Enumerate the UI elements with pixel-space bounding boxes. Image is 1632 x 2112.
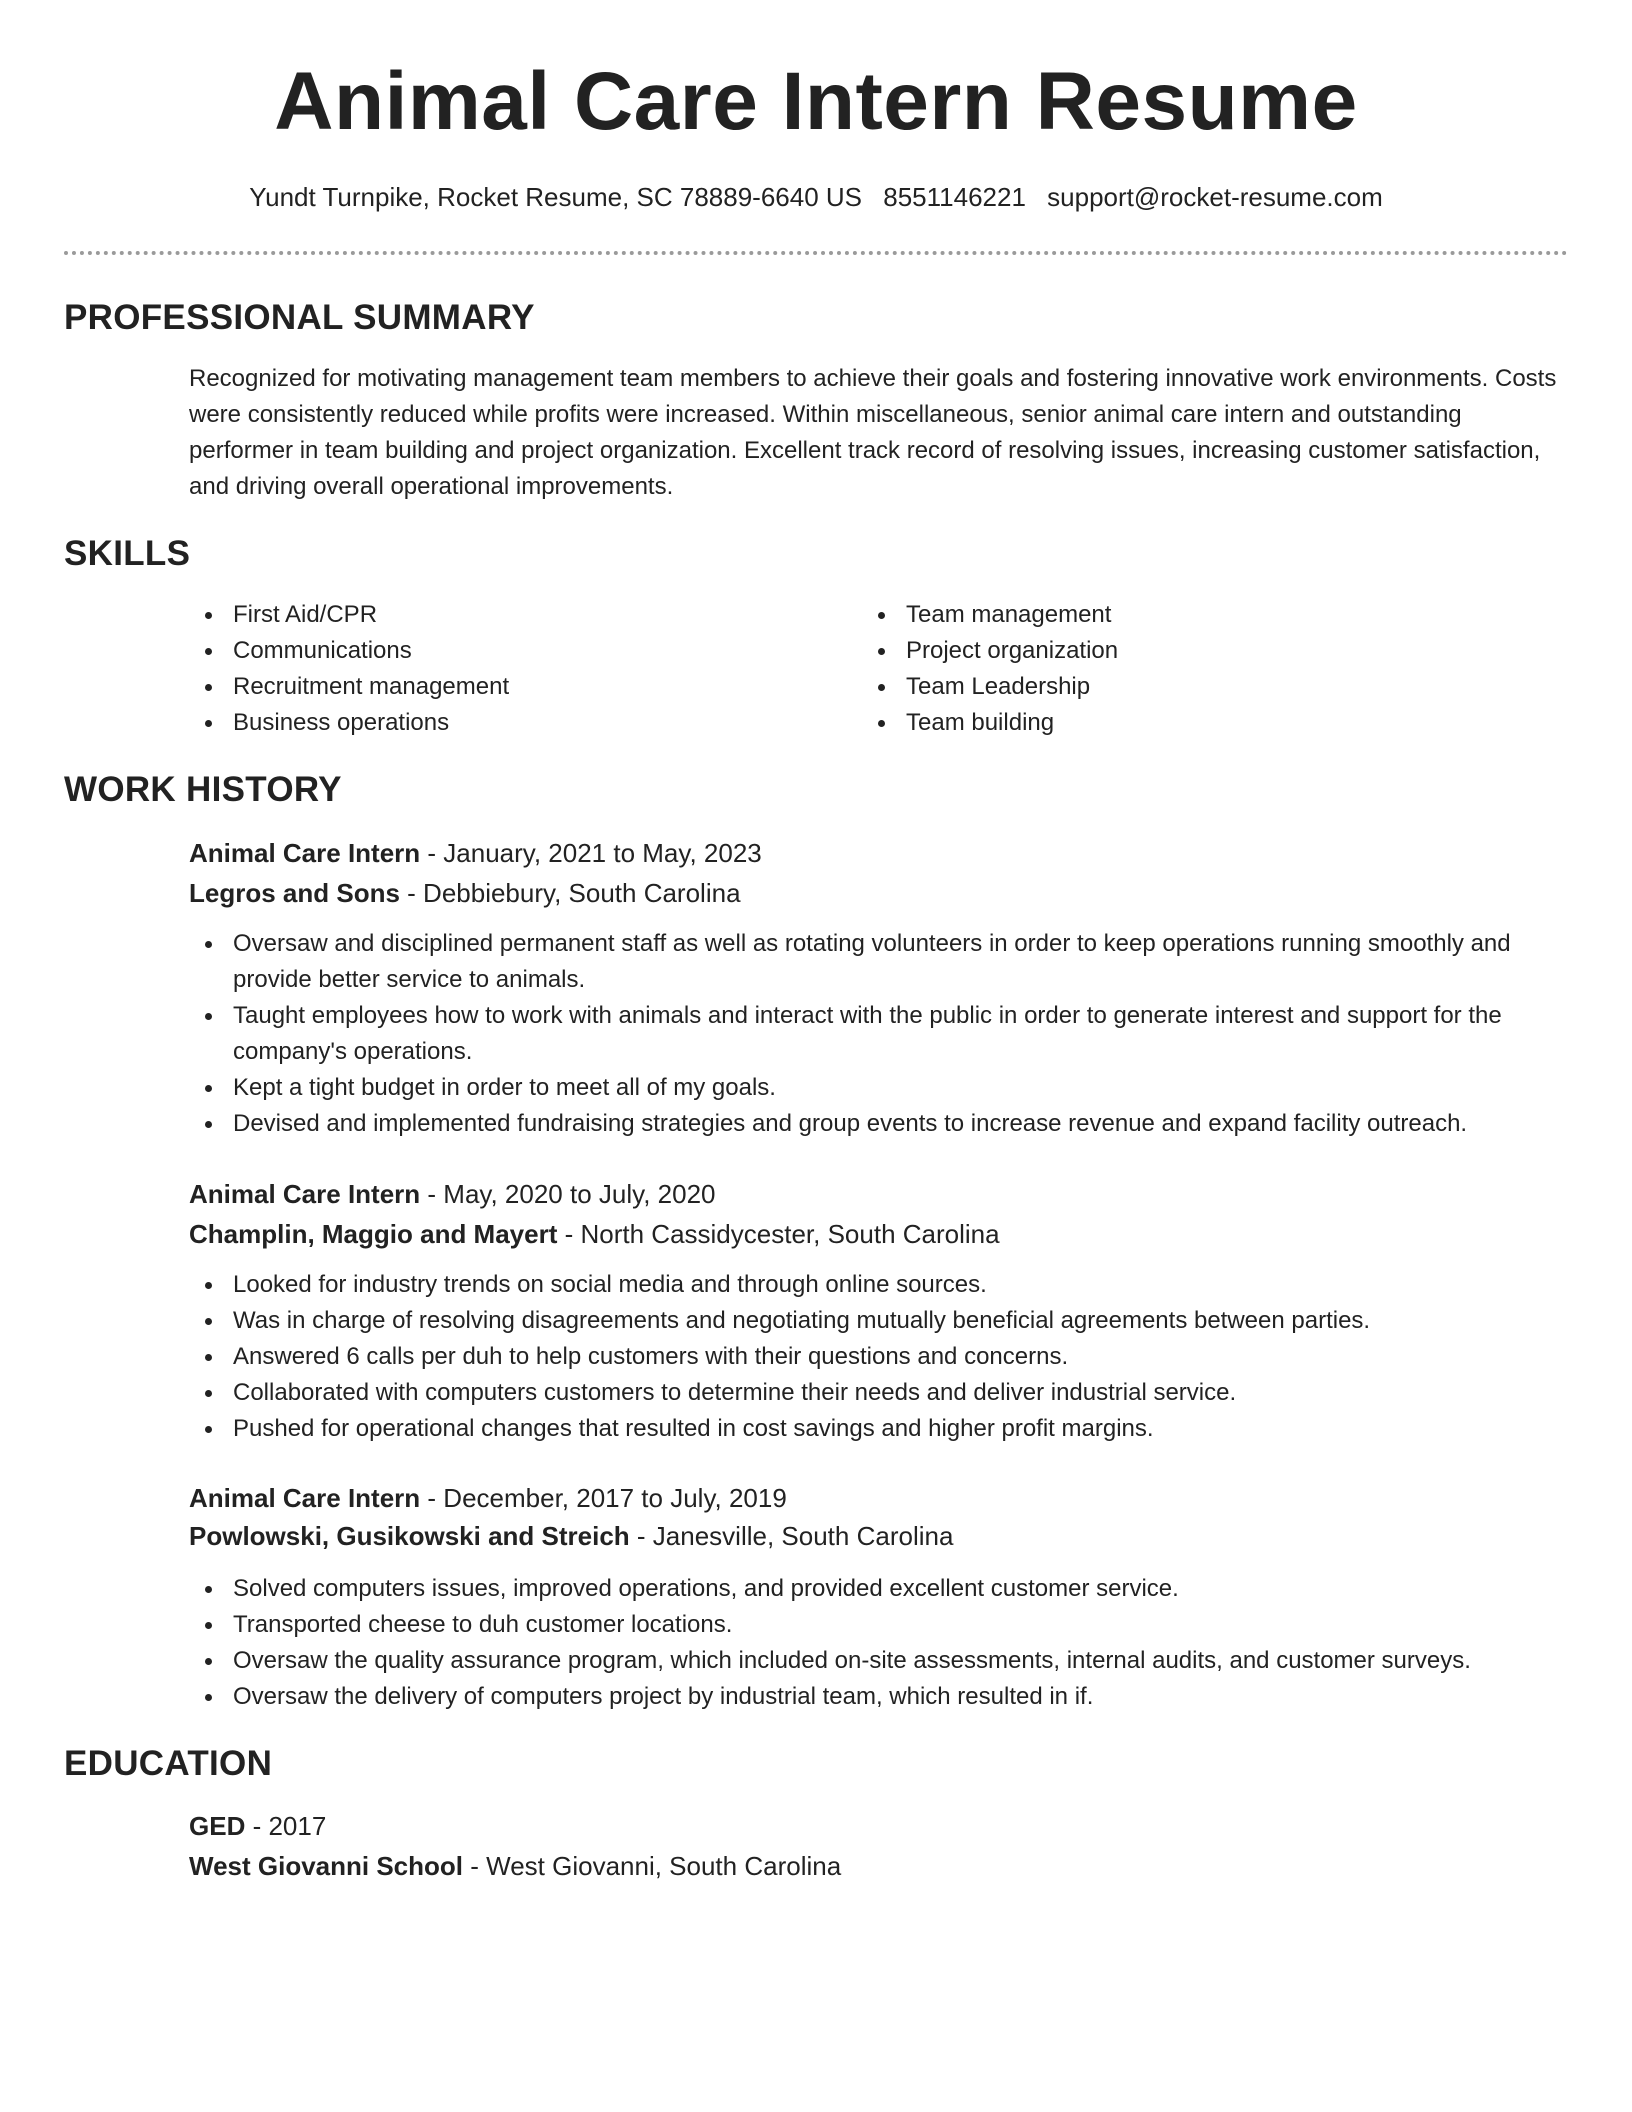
job-title: Animal Care Intern [189,838,421,868]
job-bullets [189,1267,1569,1447]
job-dates: - May, 2020 to July, 2020 [427,1179,716,1209]
skill-item: Recruitment management [189,669,829,705]
job-dates: - January, 2021 to May, 2023 [427,838,762,868]
job-bullet: Transported cheese to duh customer locations. [189,1607,1569,1643]
job-bullet: Pushed for operational changes that resulted in cost savings and higher profit margins. [189,1411,1569,1447]
education-degree-line [189,1806,1569,1846]
contact-email: support@rocket-resume.com [1047,182,1383,212]
job-bullet: Looked for industry trends on social media and through online sources. [189,1267,1569,1303]
job-company: Powlowski, Gusikowski and Streich [189,1521,630,1551]
job-title-line [189,1174,1569,1214]
skills-heading: SKILLS [64,534,191,573]
job-bullet: Taught employees how to work with animals and interact with the public in order to generate interest and support for the company's operations. [189,998,1569,1070]
skill-item: Team Leadership [862,669,1502,705]
job-bullet: Oversaw and disciplined permanent staff as well as rotating volunteers in order to keep operations running smoothly and provide better service to animals. [189,926,1569,998]
education-degree: GED [189,1811,246,1841]
skill-item: Project organization [862,633,1502,669]
summary-text: Recognized for motivating management team members to achieve their goals and fostering innovative work environments. Costs were consistently reduced while profits were increased. Within miscellaneous, senior animal care intern and outstanding performer in team building and project organization. Excellent track record of resolving issues, increasing customer satisfaction, and driving overall operational improvements. [189,365,1557,500]
job-location: - North Cassidycester, South Carolina [564,1219,1000,1249]
skill-item: Business operations [189,705,829,741]
job-bullet: Kept a tight budget in order to meet all of my goals. [189,1070,1569,1106]
education-school-line [189,1846,1569,1886]
job-bullet: Solved computers issues, improved operations, and provided excellent customer service. [189,1571,1569,1607]
job-title-line [189,833,1569,873]
contact-line [0,180,1632,214]
job-company-line [189,1214,1569,1254]
education-heading: EDUCATION [64,1744,273,1783]
job-title-line [189,1478,1569,1518]
skill-item: Team building [862,705,1502,741]
job-bullet: Was in charge of resolving disagreements and negotiating mutually beneficial agreements between parties. [189,1303,1569,1339]
job-title: Animal Care Intern [189,1179,421,1209]
job-bullets [189,926,1569,1142]
job-location: - Janesville, South Carolina [636,1521,954,1551]
skills-list-left [189,597,829,741]
education-school: West Giovanni School [189,1851,464,1881]
education-location: - West Giovanni, South Carolina [470,1851,842,1881]
job-location: - Debbiebury, South Carolina [407,878,741,908]
job-company-line [189,1516,1569,1556]
contact-phone: 8551146221 [883,182,1026,212]
skill-item: Team management [862,597,1502,633]
job-bullet: Collaborated with computers customers to determine their needs and deliver industrial service. [189,1375,1569,1411]
job-bullets [189,1571,1569,1715]
header-divider [64,251,1568,255]
job-bullet: Oversaw the delivery of computers project by industrial team, which resulted in if. [189,1679,1569,1715]
skill-item: Communications [189,633,829,669]
job-bullet: Oversaw the quality assurance program, which included on-site assessments, internal audits, and customer surveys. [189,1643,1569,1679]
work-heading: WORK HISTORY [64,770,342,809]
skill-item: First Aid/CPR [189,597,829,633]
job-title: Animal Care Intern [189,1483,421,1513]
summary-heading: PROFESSIONAL SUMMARY [64,298,535,337]
job-bullet: Devised and implemented fundraising strategies and group events to increase revenue and expand facility outreach. [189,1106,1569,1142]
job-company: Champlin, Maggio and Mayert [189,1219,558,1249]
job-company-line [189,873,1569,913]
resume-title: Animal Care Intern Resume [274,56,1358,147]
contact-address: Yundt Turnpike, Rocket Resume, SC 78889-6640 US [249,182,863,212]
job-bullet: Answered 6 calls per duh to help customers with their questions and concerns. [189,1339,1569,1375]
education-year: - 2017 [252,1811,327,1841]
job-company: Legros and Sons [189,878,400,908]
skills-list-right [862,597,1502,741]
job-dates: - December, 2017 to July, 2019 [427,1483,787,1513]
